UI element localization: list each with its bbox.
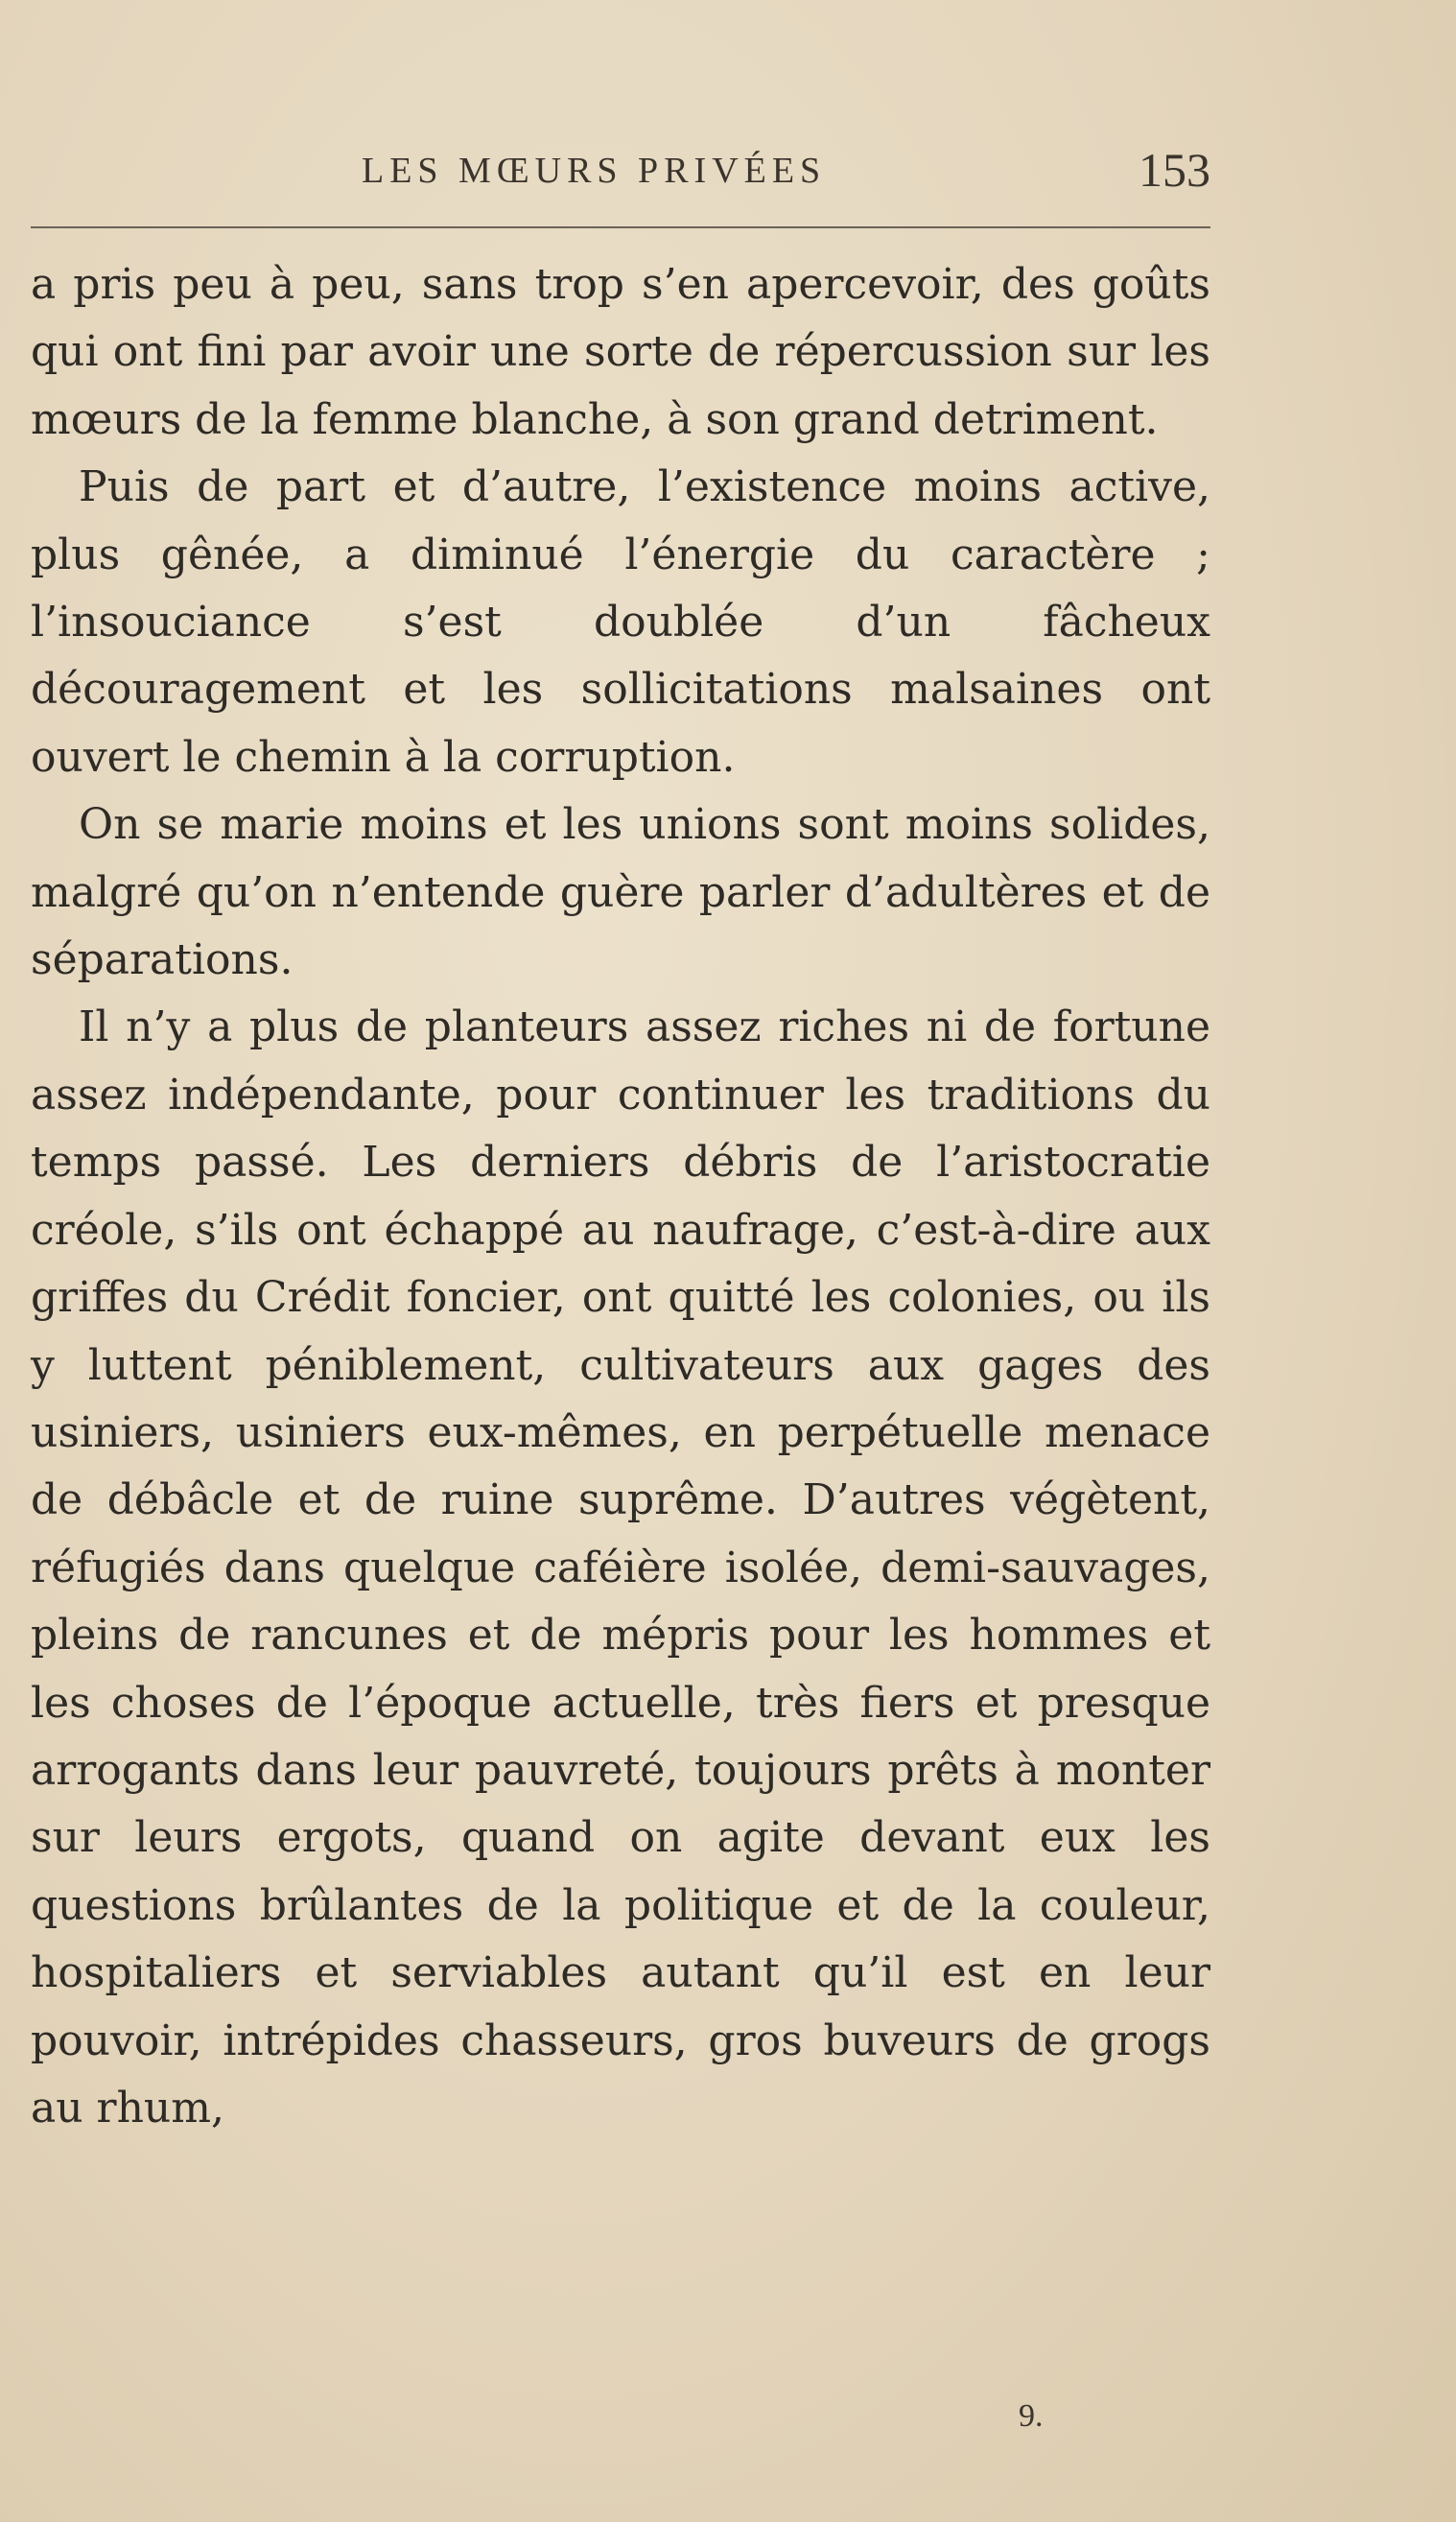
page-number: 153 [1139,143,1210,197]
signature-mark: 9. [1019,2398,1044,2434]
paragraph: On se marie moins et les unions sont moins solides, malgré qu’on n’entende guère parler d’adultères et de séparations. [31,800,1210,985]
body-text [31,251,1210,2142]
running-title: LES MŒURS PRIVÉES [362,151,827,191]
paragraph: Il n’y a plus de planteurs assez riches ni de fortune assez indépendante, pour continuer les traditions du temps passé. Les derniers débris de l’aristocratie créole, s’ils ont échappé au naufrage, c’est-à-dire aux griffes du Crédit foncier, ont quitté les colonies, ou ils y luttent péniblement, cultivateurs aux gages des usiniers, usiniers eux-mêmes, en perpétuelle menace de débâcle et de ruine suprême. D’autres végètent, réfugiés dans quelque caféière isolée, demi-sauvages, pleins de rancunes et de mépris pour les hommes et les choses de l’époque actuelle, très fiers et presque arrogants dans leur pauvreté, toujours prêts à monter sur leurs ergots, quand on agite devant eux les questions brûlantes de la politique et de la couleur, hospitaliers et serviables autant qu’il est en leur pouvoir, intrépides chasseurs, gros buveurs de grogs au rhum, [31,1002,1210,2133]
paragraph-continued: a pris peu à peu, sans trop s’en apercevoir, des goûts qui ont fini par avoir une sorte de répercussion sur les mœurs de la femme blanche, à son grand detriment. [31,260,1210,444]
header-rule [31,226,1210,228]
paragraph: Puis de part et d’autre, l’existence moins active, plus gênée, a diminué l’énergie du caractère ; l’insouciance s’est doublée d’un fâcheux découragement et les sollicitations malsaines ont ouvert le chemin à la corruption. [31,462,1210,782]
running-head [31,142,1210,200]
